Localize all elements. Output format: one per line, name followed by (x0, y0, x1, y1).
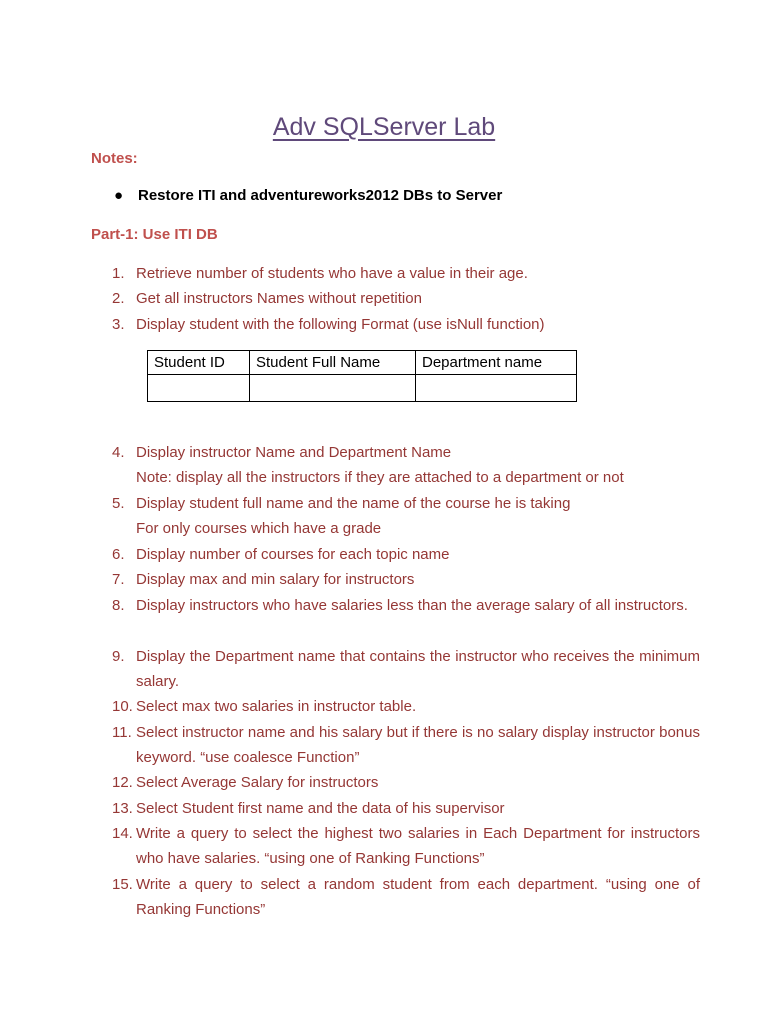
bullet-icon: ● (114, 187, 124, 204)
task-item-14 (112, 821, 700, 871)
task-number: 15. (112, 876, 133, 893)
note-text: Restore ITI and adventureworks2012 DBs to Server (138, 187, 503, 204)
task-number: 5. (112, 495, 125, 512)
task-text: Select instructor name and his salary but if there is no salary display instructor bonus keyword. “use coalesce Function” (136, 724, 700, 766)
task-item-15 (112, 872, 700, 922)
notes-label: Notes: (91, 150, 138, 167)
task-item-8 (112, 593, 700, 618)
task-item-6 (112, 542, 700, 567)
task-item-5 (112, 491, 700, 541)
task-note: Note: display all the instructors if they are attached to a department or not (136, 469, 624, 486)
task-number: 3. (112, 316, 125, 333)
task-number: 4. (112, 444, 125, 461)
task-item-12 (112, 770, 700, 795)
task-note: For only courses which have a grade (136, 520, 382, 537)
task-text: Display instructor Name and Department Name (136, 444, 452, 461)
table-header-row (148, 351, 577, 375)
task-number: 2. (112, 290, 125, 307)
table-header-student-id: Student ID (148, 351, 250, 375)
task-item-13 (112, 796, 700, 821)
table-header-full-name: Student Full Name (250, 351, 416, 375)
part-1-heading: Part-1: Use ITI DB (91, 226, 218, 243)
task-item-11 (112, 720, 700, 770)
task-text: Select max two salaries in instructor table. (136, 698, 417, 715)
task-text: Display instructors who have salaries less than the average salary of all instructors. (136, 597, 688, 614)
task-text: Display max and min salary for instructors (136, 571, 415, 588)
task-text: Retrieve number of students who have a value in their age. (136, 265, 528, 282)
table-header-department: Department name (416, 351, 577, 375)
task-number: 9. (112, 648, 125, 665)
document-title: Adv SQLServer Lab (272, 112, 496, 141)
task-item-2 (112, 286, 700, 311)
task-number: 14. (112, 825, 133, 842)
note-item (114, 187, 502, 204)
task-item-7 (112, 567, 700, 592)
task-number: 7. (112, 571, 125, 588)
task-text: Select Student first name and the data of his supervisor (136, 800, 505, 817)
task-text: Display the Department name that contains the instructor who receives the minimum salary. (136, 648, 700, 690)
task-text: Write a query to select the highest two salaries in Each Department for instructors who have salaries. “using one of Ranking Functions” (136, 825, 700, 867)
task-number: 1. (112, 265, 125, 282)
table-cell (148, 375, 250, 402)
task-text: Display number of courses for each topic name (136, 546, 450, 563)
task-item-9 (112, 644, 700, 694)
task-text: Write a query to select a random student from each department. “using one of Ranking Functions” (136, 876, 700, 918)
task-text: Display student full name and the name of the course he is taking (136, 495, 571, 512)
task-text: Select Average Salary for instructors (136, 774, 379, 791)
task-text: Get all instructors Names without repetition (136, 290, 422, 307)
task-text: Display student with the following Format (use isNull function) (136, 316, 545, 333)
task-number: 6. (112, 546, 125, 563)
task-number: 8. (112, 597, 125, 614)
task-number: 11. (112, 724, 132, 741)
task-number: 10. (112, 698, 133, 715)
format-table (147, 350, 577, 402)
task-number: 12. (112, 774, 133, 791)
table-cell (250, 375, 416, 402)
task-number: 13. (112, 800, 133, 817)
table-row (148, 375, 577, 402)
task-item-3 (112, 312, 700, 337)
task-item-1 (112, 261, 700, 286)
task-item-4 (112, 440, 700, 490)
task-item-10 (112, 694, 700, 719)
table-cell (416, 375, 577, 402)
